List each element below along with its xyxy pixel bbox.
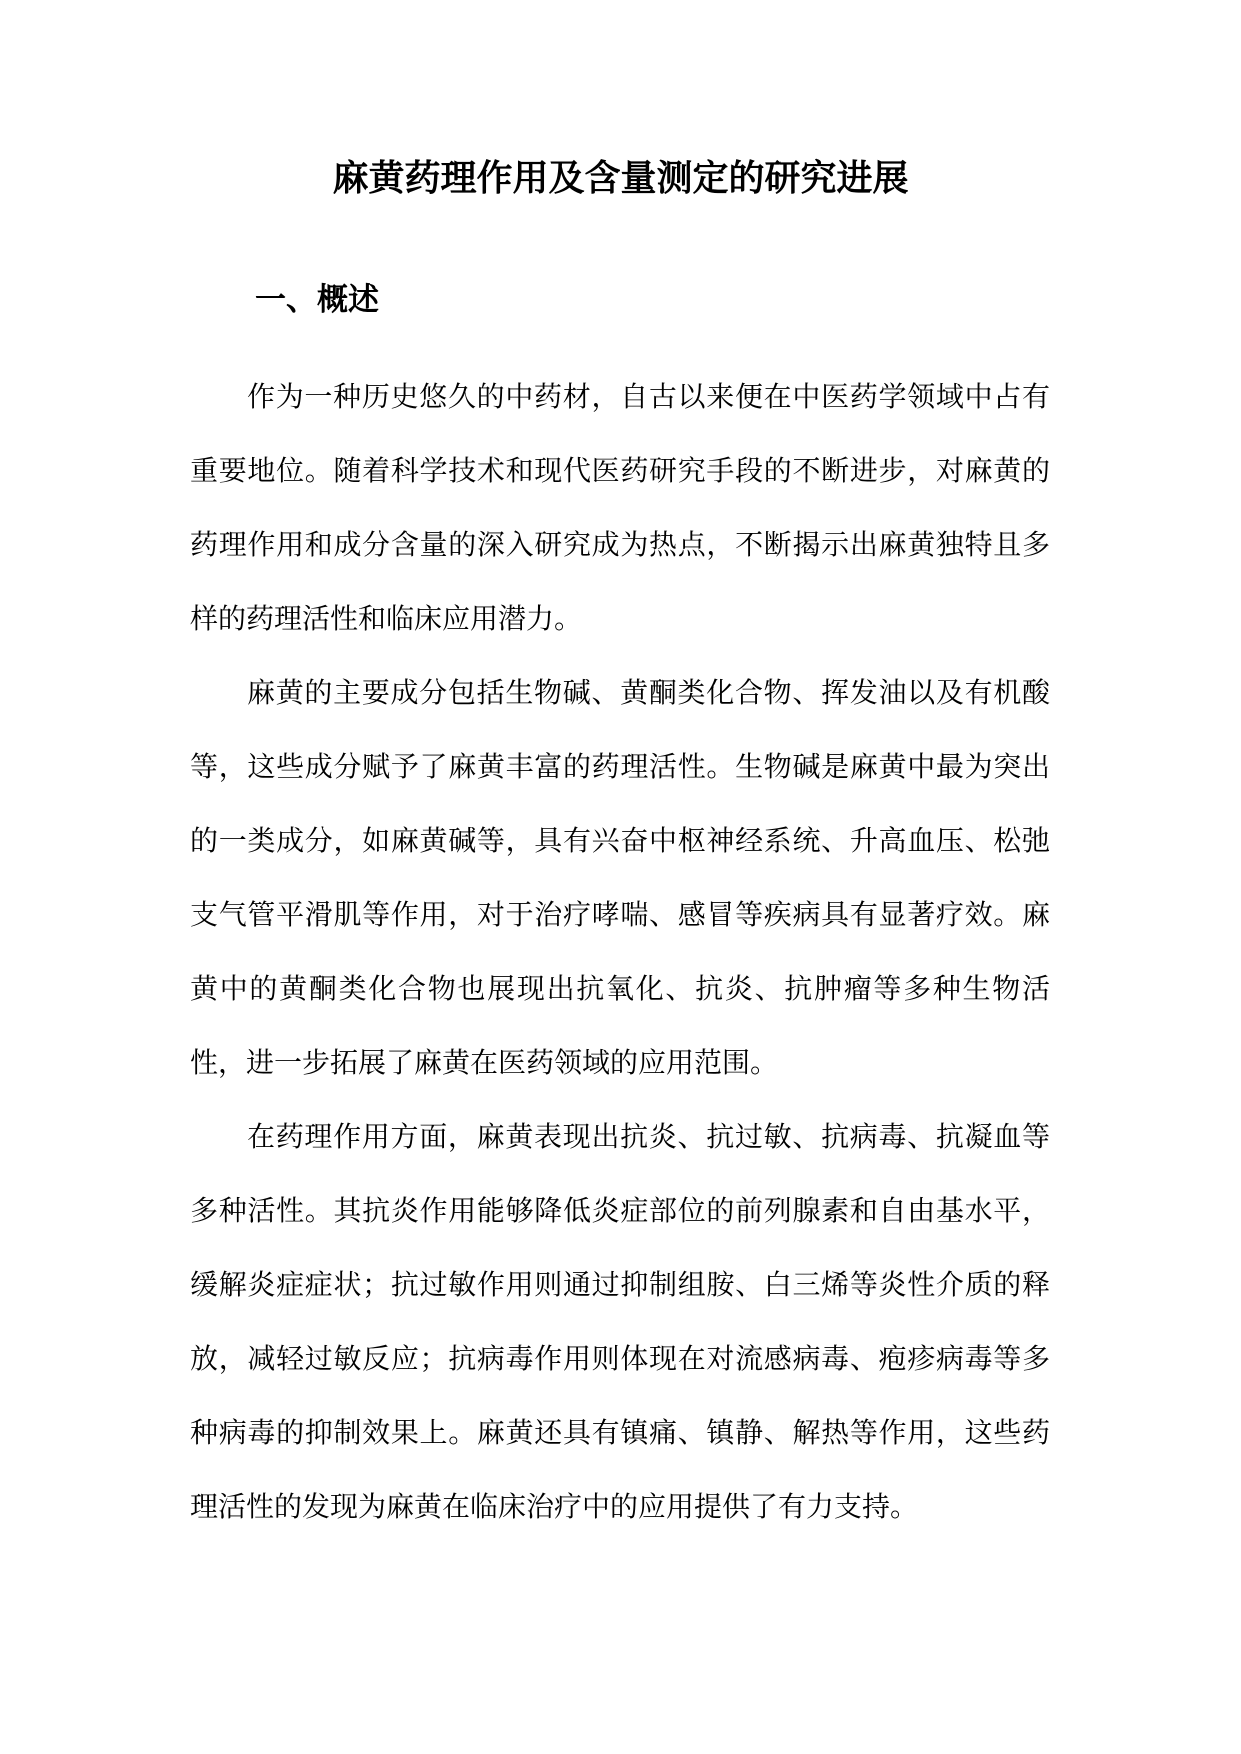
paragraph: 在药理作用方面，麻黄表现出抗炎、抗过敏、抗病毒、抗凝血等多种活性。其抗炎作用能够降低炎症部位的前列腺素和自由基水平，缓解炎症症状；抗过敏作用则通过抑制组胺、白三烯等炎性介质的释放，减轻过敏反应；抗病毒作用则体现在对流感病毒、疱疹病毒等多种病毒的抑制效果上。麻黄还具有镇痛、镇静、解热等作用，这些药理活性的发现为麻黄在临床治疗中的应用提供了有力支持。 [190,1120,1050,1523]
section-heading: 一、概述 [255,282,379,318]
paragraph: 作为一种历史悠久的中药材，自古以来便在中医药学领域中占有重要地位。随着科学技术和现代医药研究手段的不断进步，对麻黄的药理作用和成分含量的深入研究成为热点，不断揭示出麻黄独特且多样的药理活性和临床应用潜力。 [190,380,1050,635]
body-text [190,360,1050,1544]
paragraph: 麻黄的主要成分包括生物碱、黄酮类化合物、挥发油以及有机酸等，这些成分赋予了麻黄丰富的药理活性。生物碱是麻黄中最为突出的一类成分，如麻黄碱等，具有兴奋中枢神经系统、升高血压、松弛支气管平滑肌等作用，对于治疗哮喘、感冒等疾病具有显著疗效。麻黄中的黄酮类化合物也展现出抗氧化、抗炎、抗肿瘤等多种生物活性，进一步拓展了麻黄在医药领域的应用范围。 [190,676,1050,1079]
document-title: 麻黄药理作用及含量测定的研究进展 [332,157,909,199]
